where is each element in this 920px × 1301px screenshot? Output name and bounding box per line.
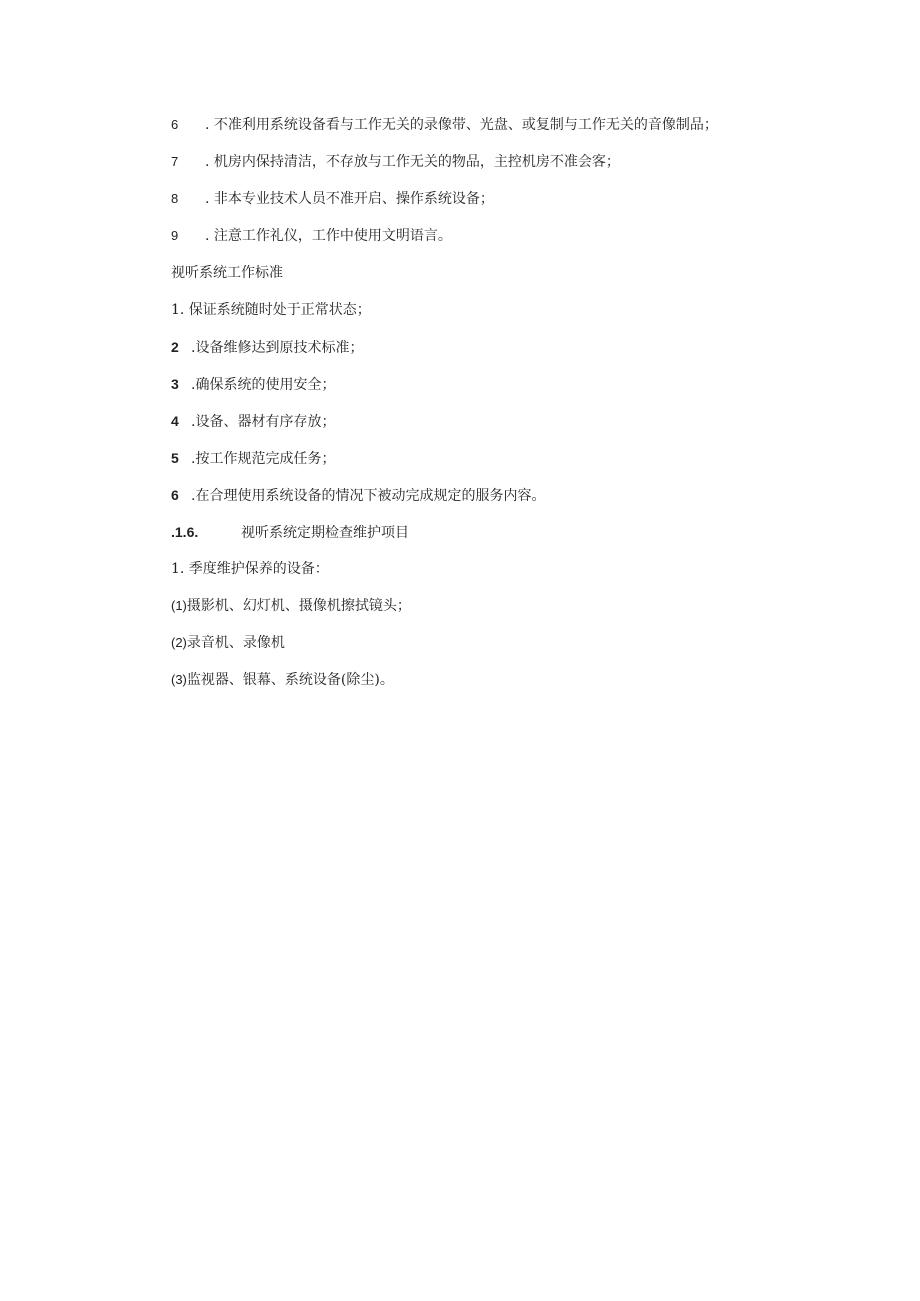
maintenance-first-text: 1. 季度维护保养的设备： <box>171 561 329 577</box>
rule-item <box>171 152 620 172</box>
standards-item <box>171 411 335 431</box>
rule-item <box>171 115 718 135</box>
item-marker: (1) <box>171 598 187 613</box>
maintenance-item <box>171 633 285 653</box>
standards-number: 3 <box>171 376 179 392</box>
standards-number: 2 <box>171 339 179 355</box>
standards-item <box>171 374 335 394</box>
maintenance-item <box>171 670 394 690</box>
standards-text: .设备维修达到原技术标准； <box>191 340 364 356</box>
rule-number: 9 <box>171 228 179 243</box>
section-title: 视听系统定期检查维护项目 <box>241 525 409 541</box>
rule-text: . 不准利用系统设备看与工作无关的录像带、光盘、或复制与工作无关的音像制品； <box>205 117 718 133</box>
rule-text: . 非本专业技术人员不准开启、操作系统设备； <box>205 191 494 207</box>
rule-number: 7 <box>171 154 179 169</box>
standards-item <box>171 485 545 505</box>
standards-title: 视听系统工作标准 <box>171 265 283 281</box>
standards-text: .在合理使用系统设备的情况下被动完成规定的服务内容。 <box>191 488 546 504</box>
rule-item <box>171 189 494 209</box>
rule-number: 6 <box>171 117 179 132</box>
rule-item <box>171 226 452 246</box>
maintenance-heading <box>171 522 409 542</box>
section-number: .1.6. <box>171 524 199 540</box>
standards-item <box>171 337 363 357</box>
standards-text: .设备、器材有序存放； <box>191 414 336 430</box>
standards-first-item <box>171 300 371 320</box>
standards-item <box>171 448 335 468</box>
maintenance-item <box>171 596 411 616</box>
standards-first-text: 1. 保证系统随时处于正常状态； <box>171 302 371 318</box>
rule-number: 8 <box>171 191 179 206</box>
standards-text: .确保系统的使用安全； <box>191 377 336 393</box>
rule-text: . 机房内保持清洁，不存放与工作无关的物品，主控机房不准会客； <box>205 154 620 170</box>
maintenance-first-item <box>171 559 329 579</box>
item-marker: (3) <box>171 672 187 687</box>
standards-number: 4 <box>171 413 179 429</box>
item-text: 摄影机、幻灯机、摄像机擦拭镜头； <box>186 598 411 614</box>
standards-text: .按工作规范完成任务； <box>191 451 336 467</box>
item-text: 录音机、录像机 <box>186 635 285 651</box>
item-marker: (2) <box>171 635 187 650</box>
standards-number: 5 <box>171 450 179 466</box>
rule-text: . 注意工作礼仪，工作中使用文明语言。 <box>205 228 452 244</box>
item-text: 监视器、银幕、系统设备(除尘)。 <box>186 672 394 688</box>
standards-number: 6 <box>171 487 179 503</box>
